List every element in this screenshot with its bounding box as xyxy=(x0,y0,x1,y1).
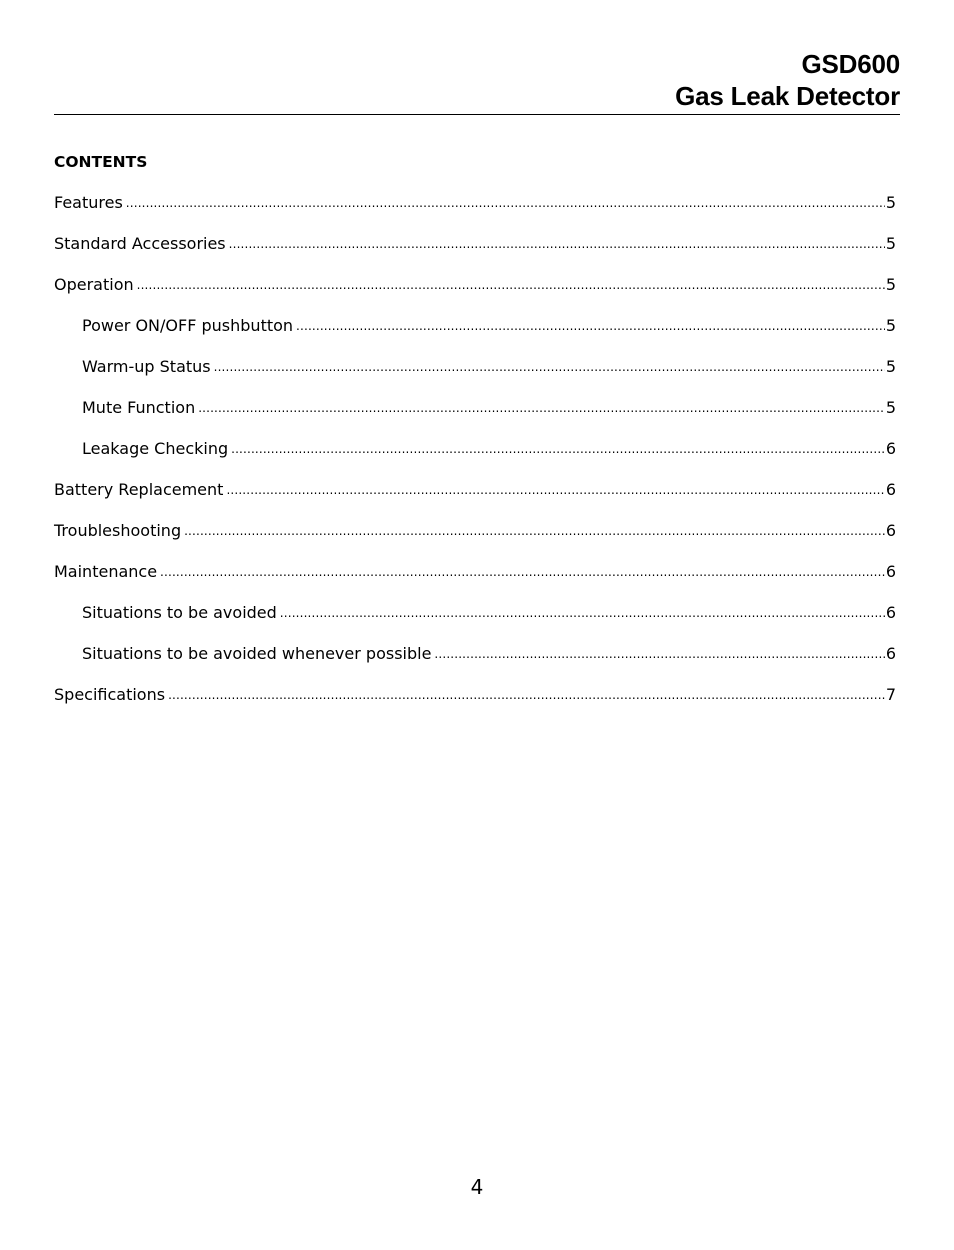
dot-leader xyxy=(229,234,885,254)
contents-heading: CONTENTS xyxy=(54,153,148,171)
toc-entry-page: 6 xyxy=(885,480,896,499)
dot-leader xyxy=(231,439,885,459)
toc-entry-page: 5 xyxy=(885,316,896,335)
dot-leader xyxy=(198,398,885,418)
toc-entry-page: 5 xyxy=(885,234,896,253)
dot-leader xyxy=(184,521,885,541)
toc-entry-battery-replacement[interactable] xyxy=(54,480,896,521)
toc-entry-page: 5 xyxy=(885,275,896,294)
dot-leader xyxy=(296,316,885,336)
toc-entry-title: Standard Accessories xyxy=(54,234,226,253)
toc-entry-title: Operation xyxy=(54,275,134,294)
model-title: GSD600 xyxy=(801,49,900,79)
toc-entry-mute-function[interactable] xyxy=(54,398,896,439)
toc-entry-title: Situations to be avoided whenever possible xyxy=(82,644,432,663)
toc-entry-title: Mute Function xyxy=(82,398,196,417)
dot-leader xyxy=(160,562,885,582)
toc-entry-warm-up-status[interactable] xyxy=(54,357,896,398)
toc-entry-power-pushbutton[interactable] xyxy=(54,316,896,357)
toc-entry-title: Power ON/OFF pushbutton xyxy=(82,316,294,335)
toc-entry-title: Situations to be avoided xyxy=(82,603,277,622)
toc-entry-page: 6 xyxy=(885,644,896,663)
toc-entry-title: Leakage Checking xyxy=(82,439,229,458)
document-header xyxy=(54,48,900,112)
toc-entry-page: 6 xyxy=(885,439,896,458)
toc-entry-standard-accessories[interactable] xyxy=(54,234,896,275)
dot-leader xyxy=(214,357,885,377)
toc-entry-page: 6 xyxy=(885,603,896,622)
dot-leader xyxy=(126,193,885,213)
toc-entry-troubleshooting[interactable] xyxy=(54,521,896,562)
toc-entry-maintenance[interactable] xyxy=(54,562,896,603)
toc-entry-features[interactable] xyxy=(54,193,896,234)
toc-entry-situations-avoided-whenever-possible[interactable] xyxy=(54,644,896,685)
toc-entry-page: 7 xyxy=(885,685,896,704)
toc-entry-operation[interactable] xyxy=(54,275,896,316)
dot-leader xyxy=(137,275,885,295)
header-divider xyxy=(54,114,900,115)
dot-leader xyxy=(434,644,884,664)
toc-entry-situations-avoided[interactable] xyxy=(54,603,896,644)
product-title: Gas Leak Detector xyxy=(675,81,900,111)
toc-entry-page: 5 xyxy=(885,193,896,212)
toc-entry-title: Maintenance xyxy=(54,562,158,581)
dot-leader xyxy=(226,480,884,500)
toc-entry-title: Features xyxy=(54,193,123,212)
toc-entry-specifications[interactable] xyxy=(54,685,896,726)
page-number: 4 xyxy=(470,1175,484,1199)
toc-entry-title: Troubleshooting xyxy=(54,521,182,540)
toc-entry-page: 6 xyxy=(885,521,896,540)
dot-leader xyxy=(168,685,885,705)
toc-entry-page: 5 xyxy=(885,357,896,376)
toc-entry-title: Battery Replacement xyxy=(54,480,224,499)
table-of-contents xyxy=(54,193,896,726)
toc-entry-title: Specifications xyxy=(54,685,166,704)
toc-entry-title: Warm-up Status xyxy=(82,357,211,376)
toc-entry-page: 5 xyxy=(885,398,896,417)
toc-entry-page: 6 xyxy=(885,562,896,581)
dot-leader xyxy=(280,603,885,623)
toc-entry-leakage-checking[interactable] xyxy=(54,439,896,480)
